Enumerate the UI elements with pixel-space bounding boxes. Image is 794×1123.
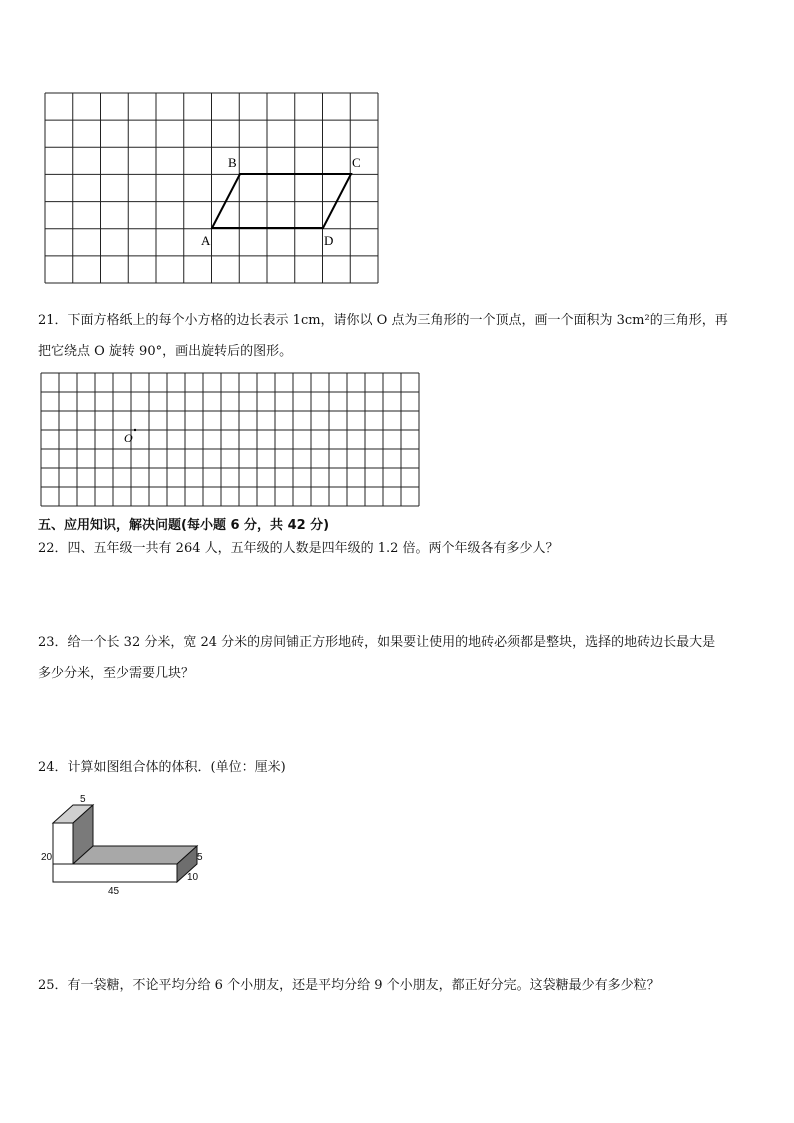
- point-label-a: A: [201, 233, 211, 248]
- question-23-line2: 多少分米，至少需要几块？: [38, 666, 195, 681]
- question-21-line2: 把它绕点 O 旋转 90°，画出旋转后的图形。: [38, 344, 293, 359]
- vertical-block-front-face: [53, 823, 73, 864]
- dimension-label-top: 5: [80, 794, 86, 805]
- question-23-line1: 23．给一个长 32 分米，宽 24 分米的房间铺正方形地砖，如果要让使用的地砖必须都是整块，选择的地砖边长最大是: [38, 635, 716, 650]
- dimension-label-right-bottom: 10: [187, 872, 199, 883]
- question-25: 25．有一袋糖，不论平均分给 6 个小朋友，还是平均分给 9 个小朋友，都正好分完。这袋糖最少有多少粒？: [38, 978, 660, 993]
- dimension-label-bottom: 45: [108, 886, 120, 897]
- question-24: 24．计算如图组合体的体积．(单位：厘米): [38, 760, 286, 775]
- slab-front-face: [53, 864, 177, 882]
- point-label-c: C: [352, 155, 361, 170]
- question-22: 22．四、五年级一共有 264 人，五年级的人数是四年级的 1.2 倍。两个年级各有多少人？: [38, 541, 559, 556]
- dimension-label-left: 20: [41, 852, 53, 863]
- section-header: 五、应用知识，解决问题(每小题 6 分，共 42 分): [38, 518, 330, 533]
- point-label-b: B: [228, 155, 237, 170]
- slab-top-face: [73, 846, 197, 864]
- point-label-o: O: [124, 431, 133, 445]
- point-label-d: D: [324, 233, 334, 248]
- question-21-line1: 21．下面方格纸上的每个小方格的边长表示 1cm，请你以 O 点为三角形的一个顶点，画一个面积为 3cm²的三角形，再: [38, 313, 728, 328]
- dimension-label-right-top: 5: [197, 852, 203, 863]
